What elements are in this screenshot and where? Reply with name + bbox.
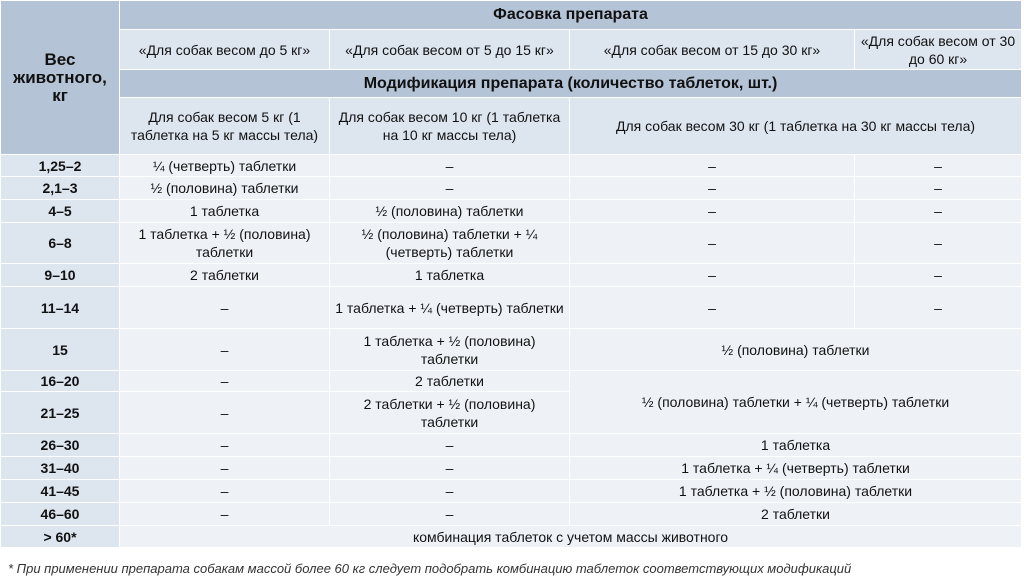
dose-cell: – [120, 371, 330, 392]
weight-cell: 6–8 [1, 223, 120, 264]
packaging-4: «Для собак весом от 30 до 60 кг» [855, 30, 1022, 70]
table-row [1, 434, 1022, 457]
dose-cell: 1 таблетка [330, 264, 570, 287]
packaging-3: «Для собак весом от 15 до 30 кг» [570, 30, 855, 70]
dose-cell: – [330, 503, 570, 526]
table-row [1, 264, 1022, 287]
dose-cell-merged: ½ (половина) таблетки [570, 329, 1022, 371]
dose-cell: – [855, 264, 1022, 287]
table-row [1, 371, 1022, 392]
dose-cell: – [570, 155, 855, 177]
combination-cell: комбинация таблеток с учетом массы животного [120, 526, 1022, 548]
table-row [1, 200, 1022, 223]
dose-cell-merged-16-25: ½ (половина) таблетки + ¼ (четверть) таблетки [570, 371, 1022, 434]
dose-cell: 1 таблетка + ¼ (четверть) таблетки [330, 287, 570, 329]
table-row [1, 223, 1022, 264]
dose-cell: 1 таблетка + ½ (половина) таблетки [120, 223, 330, 264]
dose-cell: – [570, 177, 855, 200]
weight-cell: 41–45 [1, 480, 120, 503]
packaging-2: «Для собак весом от 5 до 15 кг» [330, 30, 570, 70]
dose-cell: – [120, 480, 330, 503]
dose-cell: – [330, 457, 570, 480]
dose-cell: – [855, 155, 1022, 177]
table-row [1, 457, 1022, 480]
weight-cell: 1,25–2 [1, 155, 120, 177]
dose-cell: – [120, 329, 330, 371]
dose-cell: – [120, 287, 330, 329]
table-row [1, 177, 1022, 200]
dose-cell: – [570, 200, 855, 223]
weight-cell: 9–10 [1, 264, 120, 287]
dose-cell: – [855, 177, 1022, 200]
dose-cell-merged: 2 таблетки [570, 503, 1022, 526]
dose-cell-merged: 1 таблетка + ¼ (четверть) таблетки [570, 457, 1022, 480]
weight-cell: 26–30 [1, 434, 120, 457]
weight-cell: 16–20 [1, 371, 120, 392]
table-row [1, 503, 1022, 526]
modification-5kg: Для собак весом 5 кг (1 таблетка на 5 кг массы тела) [120, 98, 330, 155]
dose-cell: – [570, 264, 855, 287]
dose-cell: 1 таблетка + ½ (половина) таблетки [330, 329, 570, 371]
table-row [1, 287, 1022, 329]
dose-cell: 1 таблетка [120, 200, 330, 223]
dose-cell: – [330, 480, 570, 503]
dose-cell: – [855, 287, 1022, 329]
weight-cell: > 60* [1, 526, 120, 548]
table-row [1, 480, 1022, 503]
weight-cell: 21–25 [1, 392, 120, 434]
dose-cell: ½ (половина) таблетки + ¼ (четверть) таблетки [330, 223, 570, 264]
weight-cell: 15 [1, 329, 120, 371]
table-row [1, 155, 1022, 177]
dose-cell: ¼ (четверть) таблетки [120, 155, 330, 177]
modification-title: Модификация препарата (количество таблеток, шт.) [120, 70, 1022, 98]
table-row [1, 526, 1022, 548]
weight-column-header: Вес животного, кг [1, 1, 120, 155]
table-row [1, 329, 1022, 371]
packaging-title: Фасовка препарата [120, 1, 1022, 30]
dose-cell-merged: 1 таблетка + ½ (половина) таблетки [570, 480, 1022, 503]
dose-cell: – [120, 457, 330, 480]
weight-cell: 2,1–3 [1, 177, 120, 200]
dose-cell-merged: 1 таблетка [570, 434, 1022, 457]
dose-cell: – [330, 177, 570, 200]
dose-cell: – [855, 223, 1022, 264]
dose-cell: – [570, 287, 855, 329]
dose-cell: ½ (половина) таблетки [120, 177, 330, 200]
dose-cell: 2 таблетки [330, 371, 570, 392]
dose-cell: – [330, 434, 570, 457]
dose-cell: – [120, 503, 330, 526]
weight-cell: 11–14 [1, 287, 120, 329]
dose-cell: – [330, 155, 570, 177]
dose-cell: – [120, 434, 330, 457]
footnote: * При применении препарата собакам массой более 60 кг следует подобрать комбинацию таблеток соответствующих модификаций [8, 561, 852, 576]
dose-cell: ½ (половина) таблетки [330, 200, 570, 223]
dose-cell: – [855, 200, 1022, 223]
dose-cell: 2 таблетки + ½ (половина) таблетки [330, 392, 570, 434]
dose-cell: 2 таблетки [120, 264, 330, 287]
modification-30kg: Для собак весом 30 кг (1 таблетка на 30 кг массы тела) [570, 98, 1022, 155]
weight-cell: 46–60 [1, 503, 120, 526]
packaging-1: «Для собак весом до 5 кг» [120, 30, 330, 70]
dose-cell: – [120, 392, 330, 434]
weight-cell: 31–40 [1, 457, 120, 480]
dose-cell: – [570, 223, 855, 264]
weight-cell: 4–5 [1, 200, 120, 223]
modification-10kg: Для собак весом 10 кг (1 таблетка на 10 кг массы тела) [330, 98, 570, 155]
